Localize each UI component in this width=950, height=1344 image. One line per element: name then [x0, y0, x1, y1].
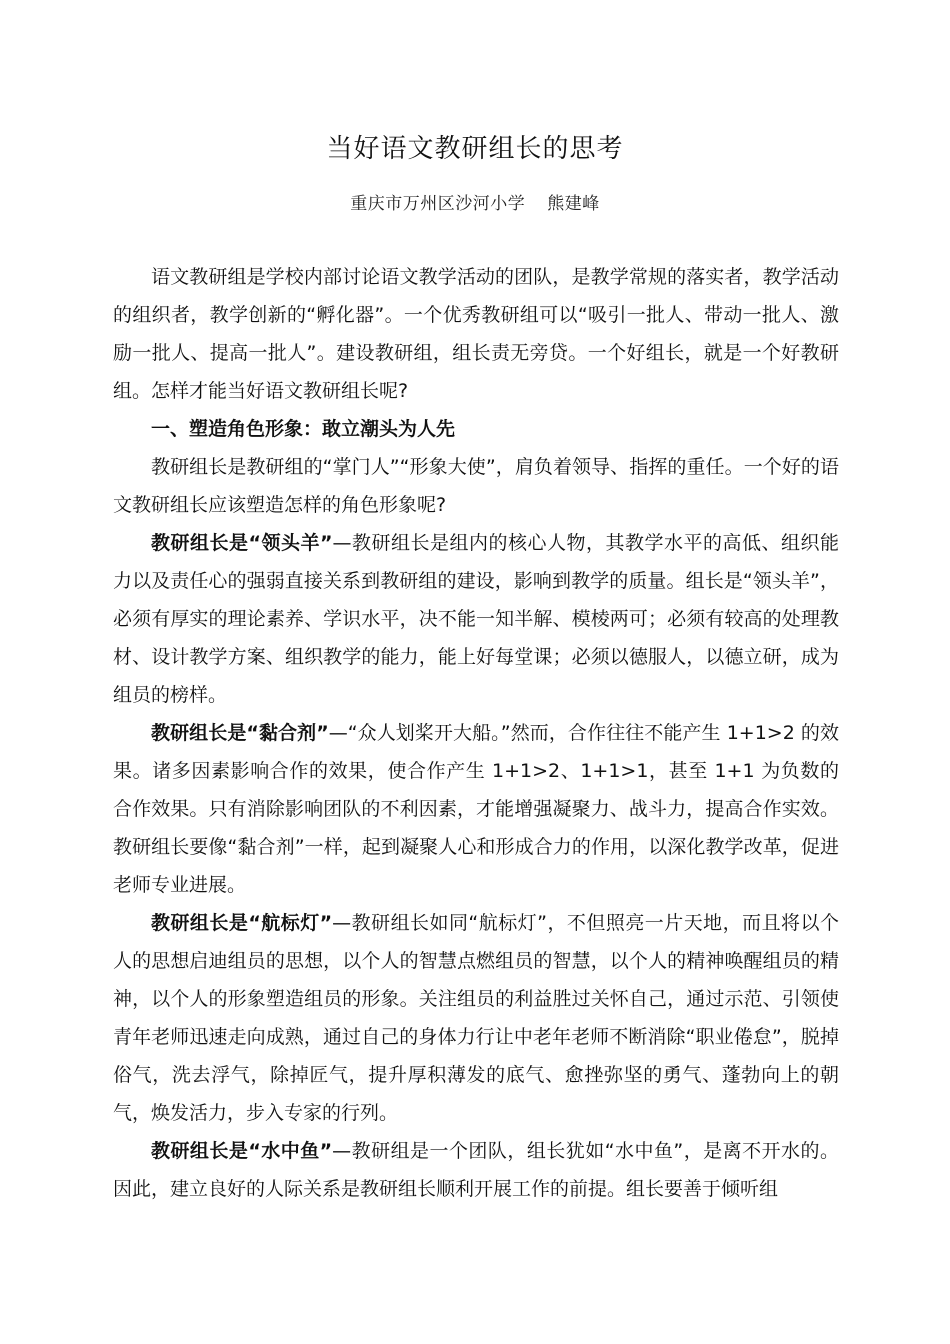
document-body [113, 258, 839, 1208]
paragraph-beacon: 教研组长是“航标灯”—教研组长如同“航标灯”，不但照亮一片天地，而且将以个人的思想启迪组员的思想，以个人的智慧点燃组员的智慧，以个人的精神唤醒组员的精神，以个人的形象塑造组员的形象。关注组员的利益胜过关怀自己，通过示范、引领使青年老师迅速走向成熟，通过自己的身体力行让中老年老师不断消除“职业倦怠”，脱掉俗气，洗去浮气，除掉匠气，提升厚积薄发的底气、愈挫弥坚的勇气、蓬勃向上的朝气，焕发活力，步入专家的行列。 [113, 912, 839, 1124]
paragraph-lead: 教研组长是“航标灯” [151, 912, 333, 934]
author-school: 重庆市万州区沙河小学 [350, 194, 526, 214]
paragraph-lead: 教研组长是“领头羊” [151, 532, 333, 554]
paragraph-fish: 教研组长是“水中鱼”—教研组是一个团队，组长犹如“水中鱼”，是离不开水的。因此，建立良好的人际关系是教研组长顺利开展工作的前提。组长要善于倾听组 [113, 1140, 839, 1200]
paragraph-lead: 教研组长是“水中鱼” [151, 1140, 333, 1162]
paragraph-leader: 教研组长是“领头羊”—教研组长是组内的核心人物，其教学水平的高低、组织能力以及责任心的强弱直接关系到教研组的建设，影响到教学的质量。组长是“领头羊”，必须有厚实的理论素养、学识水平，决不能一知半解、模棱两可；必须有较高的处理教材、设计教学方案、组织教学的能力，能上好每堂课；必须以德服人，以德立研，成为组员的榜样。 [113, 532, 839, 706]
paragraph-glue: 教研组长是“黏合剂”—“众人划桨开大船。”然而，合作往往不能产生 1+1>2 的效果。诸多因素影响合作的效果，使合作产生 1+1>2、1+1>1，甚至 1+1 为负数的合作效果。只有消除影响团队的不利因素，才能增强凝聚力、战斗力，提高合作实效。教研组长要像“黏合剂”一样，起到凝聚人心和形成合力的作用，以深化教学改革，促进老师专业进展。 [113, 722, 839, 896]
author-line [0, 189, 950, 214]
paragraph-lead: 教研组长是“黏合剂” [151, 722, 329, 744]
section-heading: 一、塑造角色形象：敢立潮头为人先 [151, 418, 456, 440]
document-title: 当好语文教研组长的思考 [326, 134, 624, 164]
author-name: 熊建峰 [547, 194, 600, 214]
paragraph-role-overview: 教研组长是教研组的“掌门人”“形象大使”，肩负着领导、指挥的重任。一个好的语文教研组长应该塑造怎样的角色形象呢? [113, 456, 839, 516]
paragraph-intro: 语文教研组是学校内部讨论语文教学活动的团队，是教学常规的落实者，教学活动的组织者，教学创新的“孵化器”。一个优秀教研组可以“吸引一批人、带动一批人、激励一批人、提高一批人”。建设教研组，组长责无旁贷。一个好组长，就是一个好教研组。怎样才能当好语文教研组长呢? [113, 266, 839, 402]
